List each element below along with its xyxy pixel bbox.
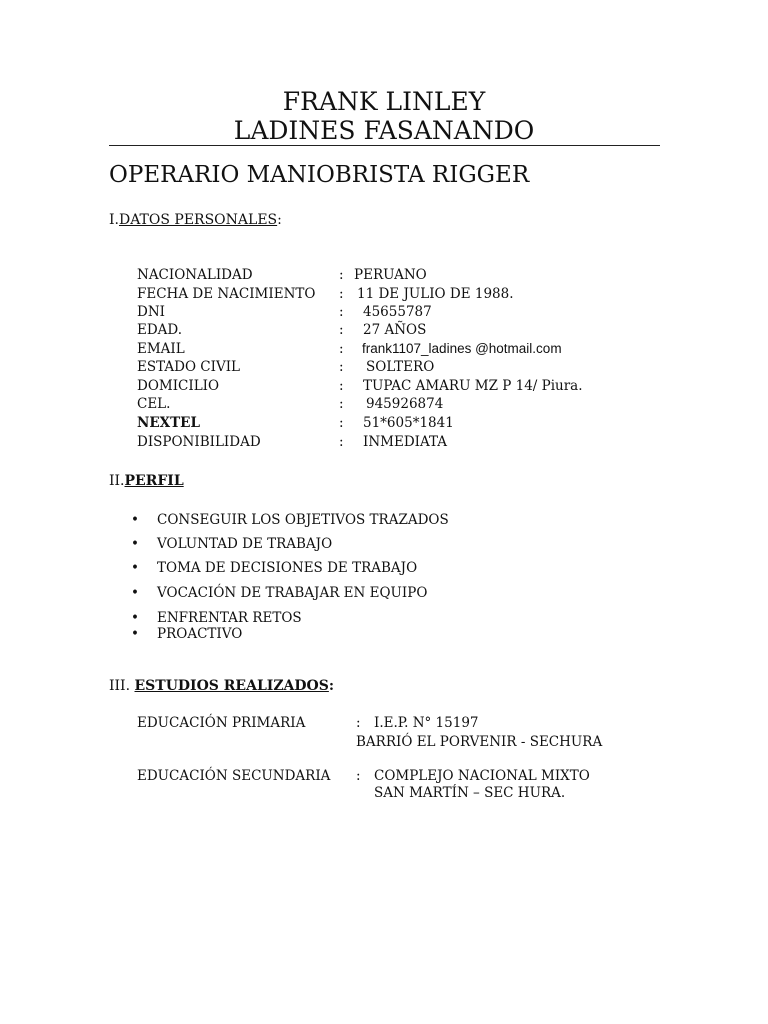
personal-value-dni: 45655787: [363, 304, 432, 320]
personal-label: NACIONALIDAD: [137, 267, 253, 283]
personal-label: DNI: [137, 304, 165, 320]
personal-value-address: TUPAC AMARU MZ P 14/ Piura.: [363, 378, 583, 394]
section-personal-title: DATOS PERSONALES: [118, 212, 278, 228]
section-personal-suffix: :: [277, 212, 282, 228]
profile-item-text: ENFRENTAR RETOS: [157, 610, 302, 626]
studies-secondary-location: SAN MARTÍN – SEC HURA.: [374, 785, 566, 801]
personal-label-bold: NEXTEL: [137, 415, 200, 431]
personal-value-availability: INMEDIATA: [363, 434, 448, 450]
profile-item-text: TOMA DE DECISIONES DE TRABAJO: [157, 560, 418, 576]
section-studies-heading: [109, 677, 334, 695]
personal-value-birthdate: 11 DE JULIO DE 1988.: [357, 286, 514, 302]
profile-item-text: PROACTIVO: [157, 626, 243, 642]
personal-sep: :: [339, 322, 344, 338]
name-line-1: FRANK LINLEY: [282, 87, 486, 116]
header-divider: [109, 145, 660, 146]
bullet-icon: •: [131, 560, 139, 576]
personal-label: FECHA DE NACIMIENTO: [137, 286, 316, 302]
personal-label: ESTADO CIVIL: [137, 359, 241, 375]
personal-sep: :: [339, 396, 344, 412]
personal-sep: :: [339, 341, 344, 357]
section-profile-number: II.: [109, 473, 125, 489]
studies-secondary-label: EDUCACIÓN SECUNDARIA: [137, 768, 331, 784]
personal-sep: :: [339, 286, 344, 302]
section-studies-number: III.: [109, 678, 131, 694]
studies-primary-location: BARRIÓ EL PORVENIR - SECHURA: [356, 734, 603, 750]
section-personal-number: I.: [109, 212, 119, 228]
bullet-icon: •: [131, 512, 139, 528]
personal-label: CEL.: [137, 396, 171, 412]
personal-sep: :: [339, 378, 344, 394]
personal-value-cell: 945926874: [366, 396, 444, 412]
personal-label: EDAD.: [137, 322, 183, 338]
bullet-icon: •: [131, 536, 139, 552]
job-title: OPERARIO MANIOBRISTA RIGGER: [109, 162, 530, 188]
personal-sep: :: [339, 434, 344, 450]
personal-sep: :: [339, 415, 344, 431]
profile-item-text: VOLUNTAD DE TRABAJO: [157, 536, 333, 552]
section-studies-title: ESTUDIOS REALIZADOS: [134, 678, 329, 694]
section-personal-heading: [109, 211, 282, 229]
profile-item-text: VOCACIÓN DE TRABAJAR EN EQUIPO: [157, 585, 428, 601]
bullet-icon: •: [131, 585, 139, 601]
personal-label: DISPONIBILIDAD: [137, 434, 261, 450]
personal-value-email: frank1107_ladines @hotmail.com: [362, 341, 562, 356]
studies-secondary-school: COMPLEJO NACIONAL MIXTO: [374, 768, 590, 784]
studies-sep: :: [356, 768, 361, 784]
studies-primary-school: I.E.P. N° 15197: [374, 715, 479, 731]
personal-value-nextel: 51*605*1841: [363, 415, 454, 431]
studies-sep: :: [356, 715, 361, 731]
name-line-2: LADINES FASANANDO: [233, 116, 535, 145]
personal-sep: :: [339, 267, 344, 283]
personal-value-nationality: PERUANO: [354, 267, 427, 283]
section-studies-suffix: :: [328, 678, 335, 694]
section-profile-title: PERFIL: [124, 473, 184, 489]
personal-value-age: 27 AÑOS: [363, 322, 427, 338]
personal-value-civil-status: SOLTERO: [366, 359, 435, 375]
bullet-icon: •: [131, 610, 139, 626]
personal-label: DOMICILIO: [137, 378, 220, 394]
profile-item-text: CONSEGUIR LOS OBJETIVOS TRAZADOS: [157, 512, 449, 528]
personal-sep: :: [339, 359, 344, 375]
studies-primary-label: EDUCACIÓN PRIMARIA: [137, 715, 306, 731]
personal-label: EMAIL: [137, 341, 185, 357]
personal-sep: :: [339, 304, 344, 320]
bullet-icon: •: [131, 626, 139, 642]
section-profile-heading: [109, 472, 184, 490]
